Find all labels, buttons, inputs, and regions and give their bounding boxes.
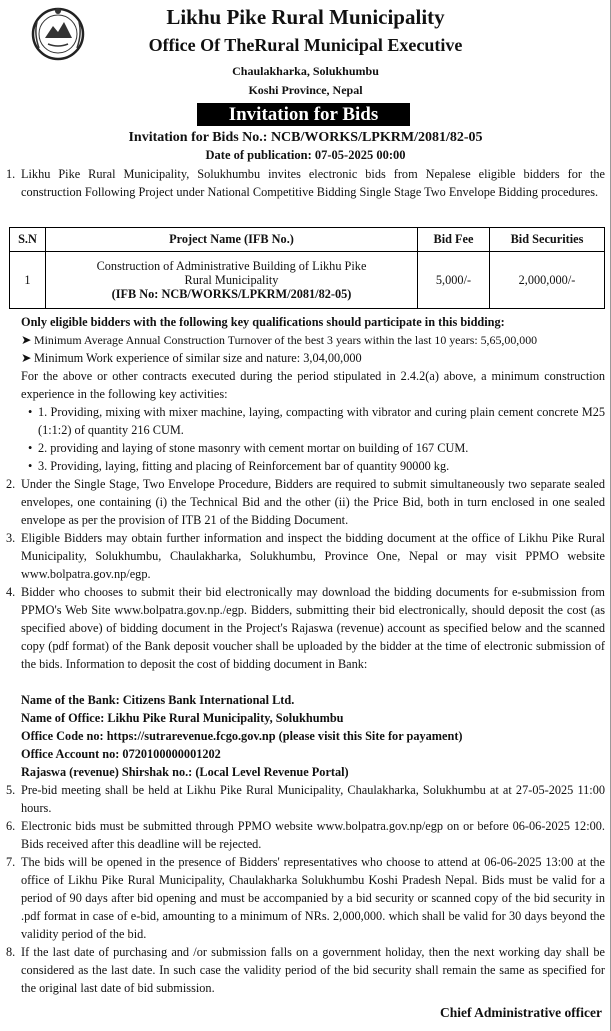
column-header-project: Project Name (IFB No.): [46, 228, 418, 252]
arrow-bullet-icon: ➤: [21, 351, 32, 365]
qualification-note: For the above or other contracts executed during the period stipulated in 2.4.2(a) above, a minimum construction experience in the following key activities:: [21, 369, 605, 401]
table-row: [10, 252, 605, 309]
ifb-number: Invitation for Bids No.: NCB/WORKS/LPKRM/2081/82-05: [128, 130, 483, 145]
clause-number-2: 2.: [6, 477, 16, 491]
dot-bullet-icon: •: [28, 405, 33, 419]
bank-name: Name of the Bank: Citizens Bank International Ltd.: [21, 693, 295, 707]
cell-sn: 1: [10, 252, 46, 309]
office-name: Office Of TheRural Municipal Executive: [148, 35, 463, 55]
clause-8-text: If the last date of purchasing and /or submission falls on a government holiday, then the next working day shall be considered as the last date. In such case the validity period of the bid security shall remain the same as specified for the original last date of bid submission.: [21, 945, 605, 995]
dot-bullet-icon: •: [28, 459, 33, 473]
bank-office-code: Office Code no: https://sutrarevenue.fcgo.gov.np (please visit this Site for payament): [21, 729, 463, 743]
clause-4-text: Bidder who chooses to submit their bid electronically may download the bidding documents for e-submission from PPMO's Web Site www.bolpatra.gov.np./egp. Bidders, submitting their bid electronically, should deposit the cost (as specified above) of bidding document in the Project's Rajaswa (revenue) account as specified below and the scanned copy (pdf format) of the Bank deposit voucher shall be uploaded by the bidder at the time of electronic submission of the bids. Information to deposit the cost of bidding document in Bank:: [21, 585, 605, 671]
activity-item-3: 3. Providing, laying, fitting and placing of Reinforcement bar of quantity 90000 kg.: [38, 459, 450, 473]
qualification-item-2: Minimum Work experience of similar size and nature: 3,04,00,000: [34, 351, 362, 365]
clause-number-3: 3.: [6, 531, 16, 545]
project-ifb: (IFB No: NCB/WORKS/LPKRM/2081/82-05): [111, 287, 352, 301]
bank-account-number: Office Account no: 0720100000001202: [21, 747, 221, 761]
project-table: [9, 227, 605, 309]
clause-number-8: 8.: [6, 945, 16, 959]
qualifications-heading: Only eligible bidders with the following key qualifications should participate in this bidding:: [21, 315, 505, 329]
project-name-line-1: Construction of Administrative Building of Likhu Pike: [96, 259, 367, 273]
signature-title: Chief Administrative officer: [440, 1005, 602, 1020]
title-banner: Invitation for Bids: [197, 103, 410, 126]
clause-6-text: Electronic bids must be submitted through PPMO website www.bolpatra.gov.np/egp on or before 06-06-2025 12:00. Bids received after this deadline will be rejected.: [21, 819, 605, 851]
cell-bid-fee: 5,000/-: [418, 252, 490, 309]
clause-number-7: 7.: [6, 855, 16, 869]
column-header-bid-fee: Bid Fee: [418, 228, 490, 252]
municipality-name: Likhu Pike Rural Municipality: [166, 5, 445, 29]
clause-5-text: Pre-bid meeting shall be held at Likhu Pike Rural Municipality, Chaulakharka, Solukhumbu at at 27-05-2025 11:00 hours.: [21, 783, 605, 815]
clause-3-text: Eligible Bidders may obtain further information and inspect the bidding document at the office of Likhu Pike Rural Municipality, Solukhumbu, Chaulakharka, Solukhumbu, Province One, Nepal or may visit PPMO website www.bolpatra.gov.np/egp.: [21, 531, 605, 581]
clause-2-text: Under the Single Stage, Two Envelope Procedure, Bidders are required to submit simultaneously two separate sealed envelopes, one containing (i) the Technical Bid and the other (ii) the Price Bid, both in turn enclosed in one sealed envelope as per the provision of ITB 21 of the Bidding Document.: [21, 477, 605, 527]
bank-rajaswa: Rajaswa (revenue) Shirshak no.: (Local Level Revenue Portal): [21, 765, 349, 779]
activity-item-1: 1. Providing, mixing with mixer machine, laying, compacting with vibrator and curing plain cement concrete M25 (1:1:2) of quantity 216 CUM.: [38, 405, 605, 437]
address-line-1: Chaulakharka, Solukhumbu: [232, 64, 379, 78]
clause-number-5: 5.: [6, 783, 16, 797]
clause-number-1: 1.: [6, 167, 16, 181]
table-header-row: [10, 228, 605, 252]
project-name-line-2: Rural Municipality: [184, 273, 279, 287]
cell-bid-security: 2,000,000/-: [490, 252, 605, 309]
arrow-bullet-icon: ➤: [21, 333, 32, 347]
qualification-item-1: Minimum Average Annual Construction Turnover of the best 3 years within the last 10 years: 5,65,00,000: [34, 333, 538, 347]
clause-7-text: The bids will be opened in the presence of Bidders' representatives who choose to attend at 06-06-2025 13:00 at the office of Likhu Pike Rural Municipality, Chaulakharka Solukhumbu Koshi Pradesh Nepal. Bids must be valid for a period of 90 days after bid opening and must be accompanied by a bid security or scanned copy of the bid security in .pdf format in case of e-bid, amounting to a minimum of NRs. 2,000,000. which shall be valid for 30 days beyond the validity period of the bid.: [21, 855, 605, 941]
dot-bullet-icon: •: [28, 441, 33, 455]
clause-number-4: 4.: [6, 585, 16, 599]
clause-number-6: 6.: [6, 819, 16, 833]
intro-paragraph: Likhu Pike Rural Municipality, Solukhumbu invites electronic bids from Nepalese eligible bidders for the construction Following Project under National Competitive Bidding Single Stage Two Envelope Bidding procedures.: [21, 167, 605, 199]
address-line-2: Koshi Province, Nepal: [248, 83, 363, 97]
cell-project: [46, 252, 418, 309]
column-header-sn: S.N: [10, 228, 46, 252]
bank-office-name: Name of Office: Likhu Pike Rural Municipality, Solukhumbu: [21, 711, 344, 725]
column-header-bid-securities: Bid Securities: [490, 228, 605, 252]
publication-date: Date of publication: 07-05-2025 00:00: [205, 148, 406, 162]
activity-item-2: 2. providing and laying of stone masonry with cement mortar on building of 167 CUM.: [38, 441, 469, 455]
